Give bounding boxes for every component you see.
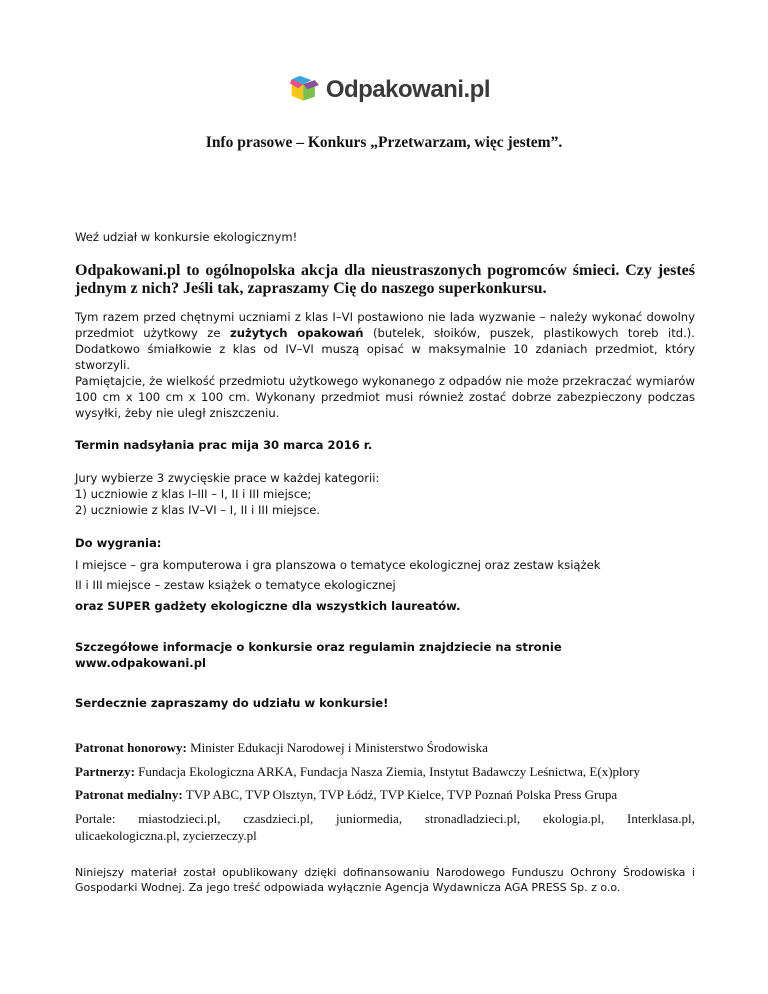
portal-item: ekologia.pl, (542, 811, 605, 826)
page-title: Info prasowe – Konkurs „Przetwarzam, więc jestem”. (205, 134, 563, 151)
intro-paragraph (75, 309, 695, 373)
prize-first: I miejsce – gra komputerowa i gra planszowa o tematyce ekologicznej oraz zestaw książek (75, 558, 601, 572)
portal-item: Interklasa.pl, (627, 811, 695, 826)
portals-row-2: ulicaekologiczna.pl, zycierzeczy.pl (75, 828, 257, 843)
funding-footer: Niniejszy materiał został opublikowany dzięki dofinansowaniu Narodowego Funduszu Ochrony Środowiska i Gospodarki Wodnej. Za jego treść odpowiada wyłącznie Agencja Wydawnicza AGA PRESS Sp. z o.o. (75, 866, 695, 894)
prize-all: oraz SUPER gadżety ekologiczne dla wszystkich laureatów. (75, 599, 461, 613)
box-logo-icon (290, 73, 320, 107)
invite-text: Weź udział w konkursie ekologicznym! (75, 230, 298, 244)
prizes-heading: Do wygrania: (75, 536, 162, 550)
lead-paragraph: Odpakowani.pl to ogólnopolska akcja dla nieustraszonych pogromców śmieci. Czy jesteś jednym z nich? Jeśli tak, zapraszamy Cię do naszego superkonkursu. (75, 262, 695, 297)
media-line (75, 786, 695, 803)
portals-block (75, 810, 695, 844)
portals-label: Portale: (75, 811, 116, 826)
jury-intro: Jury wybierze 3 zwycięskie prace w każdej kategorii: (75, 471, 380, 485)
intro-text-2: (butelek, słoików, puszek, plastikowych toreb itd.). Dodatkowo śmiałkowie z klas od IV–VI muszą opisać w maksymalnie 10 zdaniach przedmiot, który stworzyli. (75, 326, 695, 372)
portals-row (75, 810, 695, 827)
jury-category-1: 1) uczniowie z klas I–III – I, II i III miejsce; (75, 487, 312, 501)
intro-text-1: Tym razem przed chętnymi uczniami z klas I–VI postawiono nie lada wyzwanie – należy wykonać dowolny przedmiot użytkowy ze (75, 310, 695, 340)
prize-second: II i III miejsce – zestaw książek o tematyce ekologicznej (75, 578, 396, 592)
patronat-label: Patronat honorowy: (75, 740, 187, 755)
intro-text-bold: zużytych opakowań (229, 326, 364, 340)
deadline-text: Termin nadsyłania prac mija 30 marca 2016 r. (75, 438, 373, 452)
details-text: Szczegółowe informacje o konkursie oraz regulamin znajdziecie na stronie www.odpakowani.pl (75, 640, 562, 670)
closing-text: Serdecznie zapraszamy do udziału w konkursie! (75, 696, 389, 710)
jury-block (75, 470, 695, 518)
portal-item: juniormedia, (336, 811, 403, 826)
logo-text: Odpakowani.pl (325, 76, 490, 103)
partners-line (75, 763, 695, 780)
partners-label: Partnerzy: (75, 764, 135, 779)
media-text: TVP ABC, TVP Olsztyn, TVP Łódź, TVP Kielce, TVP Poznań Polska Press Grupa (182, 787, 618, 802)
logo (290, 73, 490, 107)
partners-text: Fundacja Ekologiczna ARKA, Fundacja Nasza Ziemia, Instytut Badawczy Leśnictwa, E(x)plory (134, 764, 640, 779)
media-label: Patronat medialny: (75, 787, 183, 802)
patronat-text: Minister Edukacji Narodowej i Ministerstwo Środowiska (186, 740, 488, 755)
patronat-line (75, 739, 695, 756)
jury-category-2: 2) uczniowie z klas IV–VI – I, II i III miejsce. (75, 503, 321, 517)
portal-item: stronadladzieci.pl, (424, 811, 521, 826)
portal-item: miastodzieci.pl, (138, 811, 221, 826)
size-paragraph: Pamiętajcie, że wielkość przedmiotu użytkowego wykonanego z odpadów nie może przekraczać wymiarów 100 cm x 100 cm x 100 cm. Wykonany przedmiot musi również zostać dobrze zabezpieczony podczas wysyłki, żeby nie uległ zniszczeniu. (75, 374, 695, 420)
portal-item: czasdzieci.pl, (243, 811, 314, 826)
